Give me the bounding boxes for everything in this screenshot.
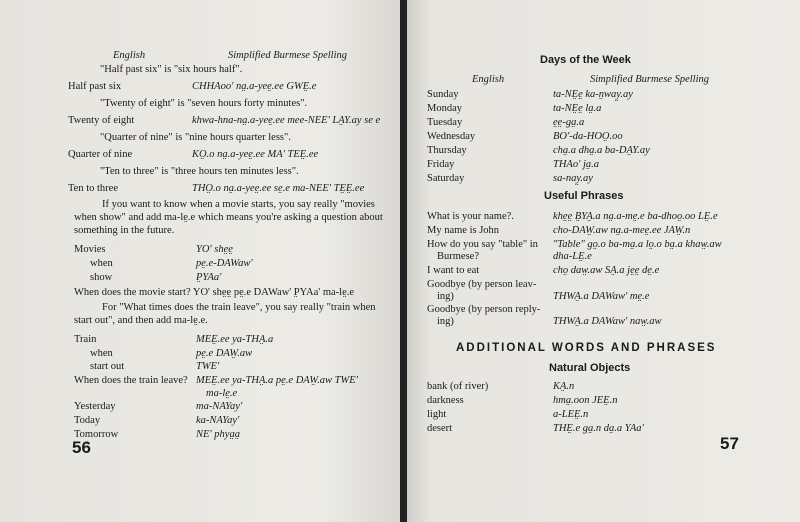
note-ten-to-three: "Ten to three" is "three hours ten minutes less".	[100, 166, 299, 177]
day-burmese: BO'-da-HOO̤.oo	[553, 131, 623, 142]
day-english: Wednesday	[427, 131, 476, 142]
day-burmese: cha̤.a dha̤.a ba-DA̤Y.ay	[553, 145, 650, 156]
entry-english: Movies	[74, 244, 106, 255]
entry-burmese: ma-NAYay'	[196, 401, 243, 412]
entry-english: Half past six	[68, 81, 122, 92]
paragraph-movies: If you want to know when a movie starts, you say really "movies when show" and add ma-le̤.e which means you're asking a question about something in the future.	[74, 199, 383, 236]
phrase-english-cont: Burmese?	[437, 251, 479, 262]
phrase-english-cont: ing)	[437, 316, 454, 327]
day-english: Monday	[427, 103, 462, 114]
page-number: 56	[72, 438, 91, 457]
phrase-english: Goodbye (by person reply-	[427, 304, 541, 315]
phrase-english: What is your name?.	[427, 211, 514, 222]
entry-english: Ten to three	[68, 183, 118, 194]
section-title-useful: Useful Phrases	[544, 190, 624, 202]
day-burmese: ta-NE̤e̤ ka-n̤way̤.ay	[553, 89, 633, 100]
phrase-burmese: cho-DAW̤.aw na̤.a-mee̤.ee JAW̤.n	[553, 225, 691, 236]
day-burmese: e̤e̤-ga̤.a	[553, 117, 585, 128]
phrase-english: How do you say "table" in	[427, 239, 538, 250]
col-header-burmese: Simplified Burmese Spelling	[228, 50, 347, 61]
word-english: light	[427, 409, 447, 420]
phrase-english: Goodbye (by person leav-	[427, 279, 537, 290]
word-english: desert	[427, 423, 453, 434]
word-burmese: a-LEE̤.n	[553, 409, 589, 420]
phrase-burmese: THWA̤.a DAWaw' me̤.e	[553, 291, 650, 302]
day-english: Tuesday	[427, 117, 463, 128]
train-question-burmese-cont: ma-le̤.e	[206, 388, 238, 399]
phrase-english-cont: ing)	[437, 291, 454, 302]
entry-english: Twenty of eight	[68, 115, 135, 126]
note-twenty-of-eight: "Twenty of eight" is "seven hours forty minutes".	[100, 98, 308, 109]
section-title-days: Days of the Week	[540, 54, 631, 66]
phrase-burmese: THWA̤.a DAWaw' naw̤.aw	[553, 316, 662, 327]
entry-english: when	[90, 348, 113, 359]
col-header-burmese: Simplified Burmese Spelling	[590, 74, 709, 85]
phrase-burmese-cont: dha-LE̤.e	[553, 251, 592, 262]
movie-question: When does the movie start? YO' she̤e̤ pe̤.e DAWaw' P̤YAa' ma-le̤.e	[74, 287, 355, 298]
entry-burmese: MEE̤.ee ya-THA̤.a	[196, 334, 274, 345]
entry-burmese: NE' phya̤a̤	[196, 429, 240, 440]
entry-english: show	[90, 272, 113, 283]
entry-english: Quarter of nine	[68, 149, 133, 160]
word-burmese: THE̤.e ga̤.n da̤.a YAa'	[553, 423, 644, 434]
entry-burmese: ka-NAYay'	[196, 415, 240, 426]
entry-english: Today	[74, 415, 101, 426]
day-english: Saturday	[427, 173, 465, 184]
phrase-english: My name is John	[427, 225, 500, 236]
entry-burmese: pe̤.e-DAWaw'	[196, 258, 253, 269]
train-question-burmese: MEE̤.ee ya-THA̤.a pe̤.e DAW̤.aw TWE'	[196, 375, 358, 386]
entry-english: Train	[74, 334, 97, 345]
entry-burmese: YO' she̤e̤	[196, 244, 233, 255]
phrase-english: I want to eat	[427, 265, 480, 276]
right-page	[407, 0, 800, 522]
entry-burmese: pe̤.e DAW̤.aw	[196, 348, 253, 359]
day-burmese: ta-NE̤e̤ la̤.a	[553, 103, 602, 114]
entry-burmese: TWE'	[196, 361, 220, 372]
entry-burmese: THO̤.o na̤.a-yee̤.ee se̤.e ma-NEE' TE̤E̤.ee	[192, 183, 365, 194]
train-question: When does the train leave?	[74, 375, 188, 386]
phrase-burmese: "Table" go̤.o ba-ma̤.a lo̤.o ba̤.a khaw̤.aw	[553, 239, 722, 250]
entry-english: when	[90, 258, 113, 269]
entry-english: Tomorrow	[74, 429, 119, 440]
day-burmese: sa-nay̤.ay	[553, 173, 593, 184]
word-burmese: KA̤.n	[553, 381, 575, 392]
page-number: 57	[720, 434, 739, 453]
section-title-natural: Natural Objects	[549, 362, 631, 374]
section-title-additional: ADDITIONAL WORDS AND PHRASES	[456, 342, 717, 354]
day-english: Friday	[427, 159, 455, 170]
entry-burmese: CHHAoo' na̤.a-yee̤.ee GWE̤.e	[192, 81, 317, 92]
phrase-burmese: cho̤ daw̤.aw SA̤.a je̤e̤ de̤.e	[553, 265, 660, 276]
entry-english: start out	[90, 361, 125, 372]
entry-english: Yesterday	[74, 401, 116, 412]
note-quarter-of-nine: "Quarter of nine" is "nine hours quarter less".	[100, 132, 291, 143]
day-english: Thursday	[427, 145, 467, 156]
phrase-burmese: khe̤e̤ B̤YA̤.a na̤.a-me̤.e ba-dhoo̤.oo LE̤.e	[553, 211, 718, 222]
col-header-english: English	[113, 50, 146, 61]
day-burmese: THAo' ja̤.a	[553, 159, 599, 170]
col-header-english: English	[472, 74, 505, 85]
note-half-past-six: "Half past six" is "six hours half".	[100, 64, 243, 75]
word-english: darkness	[427, 395, 464, 406]
entry-burmese: khwa-hna-na̤.a-yee̤.ee mee-NEE' LA̤Y.ay se e	[192, 115, 381, 126]
word-burmese: hma̤.oon JEE̤.n	[553, 395, 618, 406]
entry-burmese: KO̤.o na̤.a-yee̤.ee MA' TEE̤.ee	[192, 149, 319, 160]
entry-burmese: P̤YAa'	[196, 272, 222, 283]
day-english: Sunday	[427, 89, 459, 100]
word-english: bank (of river)	[427, 381, 489, 392]
paragraph-train: For "What times does the train leave", you say really "train when start out", and then add ma-le̤.e.	[74, 302, 376, 326]
